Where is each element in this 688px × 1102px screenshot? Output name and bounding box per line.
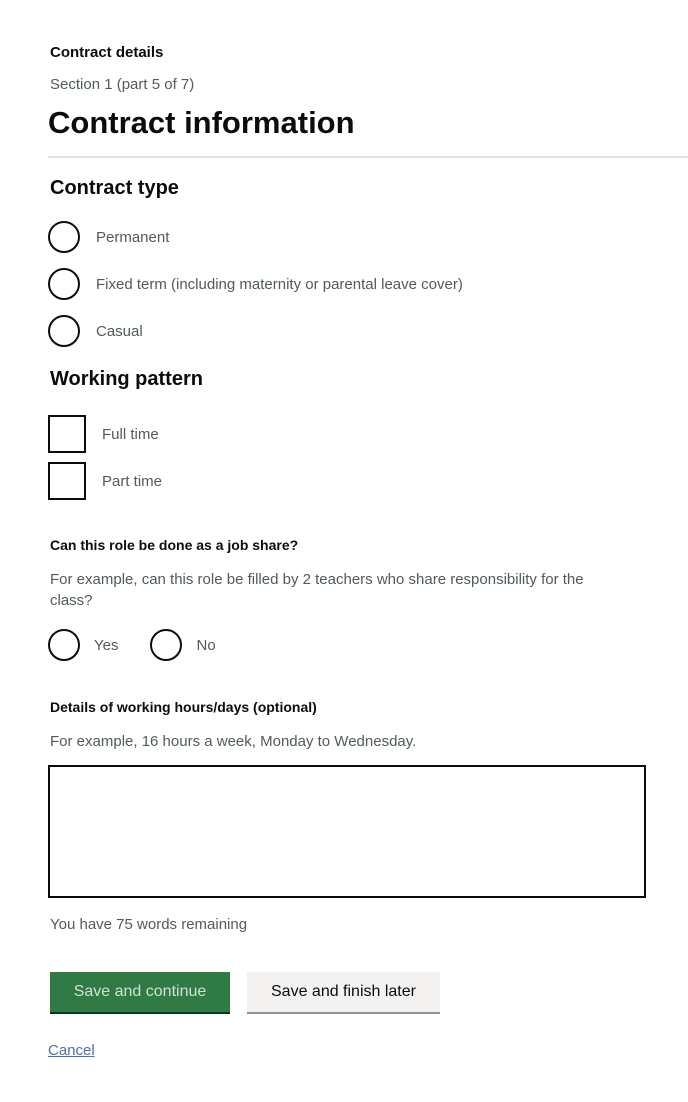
checkbox-option-part-time[interactable] (48, 461, 162, 501)
word-count-message: You have 75 words remaining (50, 916, 248, 933)
radio-button[interactable] (48, 315, 80, 347)
save-and-continue-button[interactable]: Save and continue (50, 972, 230, 1012)
checkbox[interactable] (48, 462, 86, 500)
checkbox-option-full-time[interactable] (48, 414, 159, 454)
page-title: Contract information (48, 105, 355, 140)
radio-option-permanent[interactable] (48, 217, 169, 257)
radio-button[interactable] (150, 629, 182, 661)
radio-label: Yes (94, 636, 119, 654)
radio-button[interactable] (48, 268, 80, 300)
working-hours-label: Details of working hours/days (optional) (50, 699, 317, 715)
radio-option-fixed-term[interactable] (48, 264, 463, 304)
job-share-hint: For example, can this role be filled by 2 teachers who share responsibility for the class? (50, 571, 584, 609)
radio-option-no[interactable] (150, 625, 247, 665)
radio-label: Fixed term (including maternity or parental leave cover) (96, 275, 463, 293)
job-share-radio-group (48, 625, 248, 665)
checkbox-label: Part time (102, 472, 163, 490)
working-hours-hint: For example, 16 hours a week, Monday to Wednesday. (50, 733, 417, 750)
radio-label: No (196, 636, 216, 654)
radio-label: Permanent (96, 228, 170, 246)
radio-option-casual[interactable] (48, 311, 143, 351)
section-progress: Section 1 (part 5 of 7) (50, 76, 195, 93)
radio-option-yes[interactable] (48, 625, 150, 665)
cancel-link[interactable]: Cancel (48, 1042, 95, 1059)
checkbox-label: Full time (102, 425, 159, 443)
section-divider (48, 156, 688, 158)
form-caption: Contract details (50, 44, 164, 61)
radio-button[interactable] (48, 629, 80, 661)
checkbox[interactable] (48, 415, 86, 453)
radio-button[interactable] (48, 221, 80, 253)
save-and-finish-later-button[interactable]: Save and finish later (247, 972, 440, 1012)
job-share-question: Can this role be done as a job share? (50, 537, 299, 553)
working-hours-textarea[interactable] (48, 765, 646, 898)
contract-type-legend: Contract type (50, 177, 179, 199)
working-pattern-legend: Working pattern (50, 368, 203, 390)
radio-label: Casual (96, 322, 143, 340)
